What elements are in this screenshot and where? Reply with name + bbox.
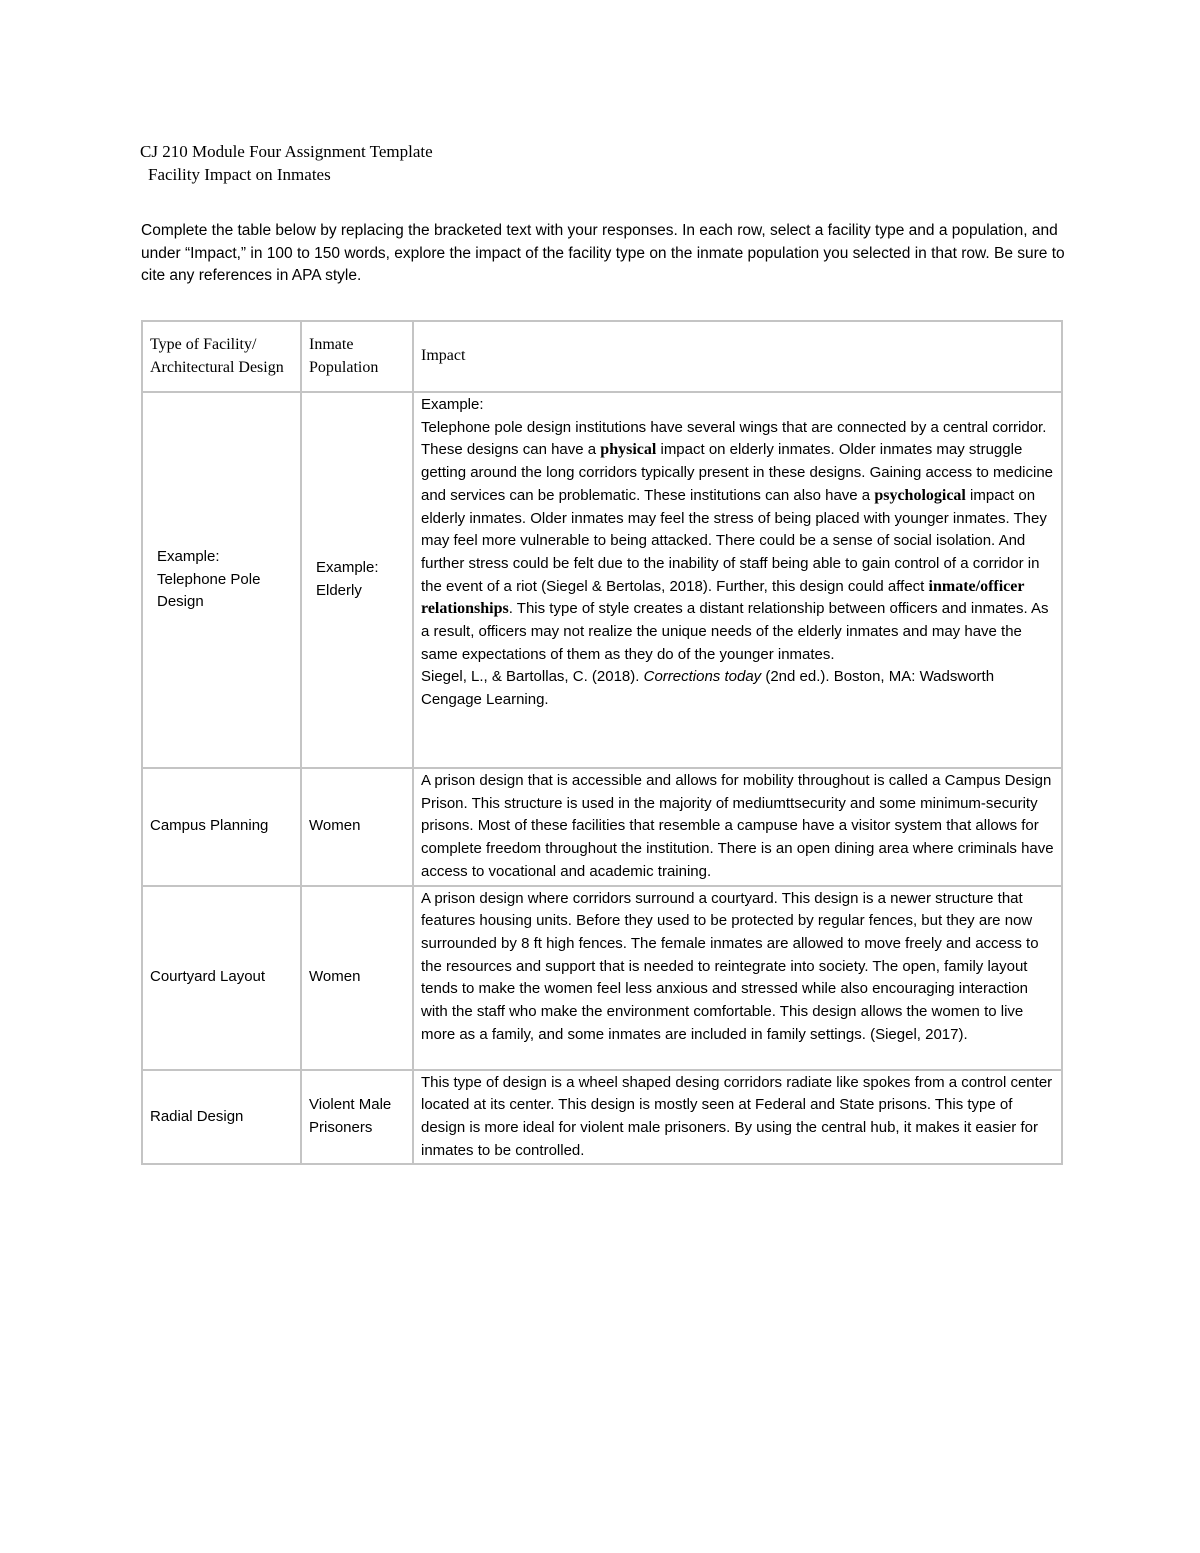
population-cell: Women: [301, 768, 413, 886]
impact-text-part: . This type of style creates a distant relationship between officers and inmates. As a result, officers may not realize the unique needs of the elderly inmates and may have the same expectations of them as they do of the younger inmates.: [421, 600, 1049, 663]
example-population-value: Elderly: [316, 582, 362, 599]
example-population-label: Example:: [316, 559, 379, 577]
table-row: [142, 768, 1062, 886]
facility-cell: Radial Design: [142, 1070, 301, 1165]
example-impact-label: Example:: [421, 396, 484, 413]
impact-text-part: impact on elderly inmates. Older inmates may struggle getting around the long corridors typically present in these designs. Gaining access to medicine and services can be problematic. These institutions can also have a: [421, 441, 1054, 504]
impact-text-part: Telephone pole design institutions have several wings that are connected by a central corridor. These designs can have a: [421, 418, 1047, 459]
document-subtitle: Facility Impact on Inmates: [148, 165, 331, 184]
table-header-row: [142, 321, 1062, 392]
reference-authors: Siegel, L., & Bartollas, C. (2018).: [421, 668, 644, 686]
header-facility-type: Type of Facility/ Architectural Design: [142, 321, 301, 392]
table-row: [142, 886, 1062, 1070]
impact-cell: This type of design is a wheel shaped desing corridors radiate like spokes from a control center located at its center. This design is mostly seen at Federal and State prisons. This type of design is more ideal for violent male prisoners. By using the central hub, it makes it easier for inmates to be controlled.: [413, 1070, 1062, 1165]
impact-cell: A prison design where corridors surround a courtyard. This design is a newer structure that features housing units. Before they used to be protected by regular fences, but they are now surrounded by 8 ft high fences. The female inmates are allowed to move freely and access to the resources and support that is needed to reintegrate into society. The open, family layout tends to make the women feel less anxious and stressed while also encouraging interaction with the staff who make the environment comfortable. This design allows the women to live more as a family, and some inmates are included in family settings. (Siegel, 2017).: [413, 886, 1062, 1070]
impact-emphasis-relationships: inmate/officer relationships: [421, 577, 1025, 618]
population-cell: Women: [301, 886, 413, 1070]
facility-impact-table: [141, 320, 1063, 1165]
header-impact: Impact: [413, 321, 1062, 392]
impact-text-part: impact on elderly inmates. Older inmates may feel the stress of being placed with younger inmates. They may feel more vulnerable to being attacked. There could be a sense of social isolation. And further stress could be felt due to the inability of staff being able to gain control of a corridor in the event of a riot (Siegel & Bertolas, 2018). Further, this design could affect: [421, 486, 1047, 595]
example-facility-label: Example:: [157, 547, 220, 565]
instructions-paragraph: Complete the table below by replacing the bracketed text with your responses. In each row, select a facility type and a population, and under “Impact,” in 100 to 150 words, explore the impact of the facility type on the inmate population you selected in that row. Be sure to cite any references in APA style.: [141, 222, 1065, 285]
table-row-example: [142, 392, 1062, 768]
document-title-block: [140, 140, 433, 186]
facility-cell: Campus Planning: [142, 768, 301, 886]
reference-publisher: (2nd ed.). Boston, MA: Wadsworth Cengage Learning.: [421, 668, 995, 709]
example-reference: [421, 666, 1054, 711]
facility-cell: Courtyard Layout: [142, 886, 301, 1070]
header-inmate-population: Inmate Population: [301, 321, 413, 392]
example-impact-cell: [413, 392, 1062, 768]
population-cell: Violent Male Prisoners: [301, 1070, 413, 1165]
document-title: CJ 210 Module Four Assignment Template: [140, 142, 433, 161]
example-facility-cell: [142, 392, 301, 768]
reference-title: Corrections today: [643, 668, 762, 686]
example-population-cell: [301, 392, 413, 768]
impact-emphasis-physical: physical: [600, 441, 657, 459]
impact-emphasis-psychological: psychological: [874, 486, 966, 504]
table-row: [142, 1070, 1062, 1165]
impact-cell: A prison design that is accessible and allows for mobility throughout is called a Campus Design Prison. This structure is used in the majority of mediumttsecurity and some minimum-security prisons. Most of these facilities that resemble a campuse have a visitor system that allows for complete freedom throughout the institution. There is an open dining area where criminals have access to vocational and academic training.: [413, 768, 1062, 886]
example-impact-text: [421, 417, 1054, 667]
example-facility-value: Telephone Pole Design: [157, 570, 261, 611]
